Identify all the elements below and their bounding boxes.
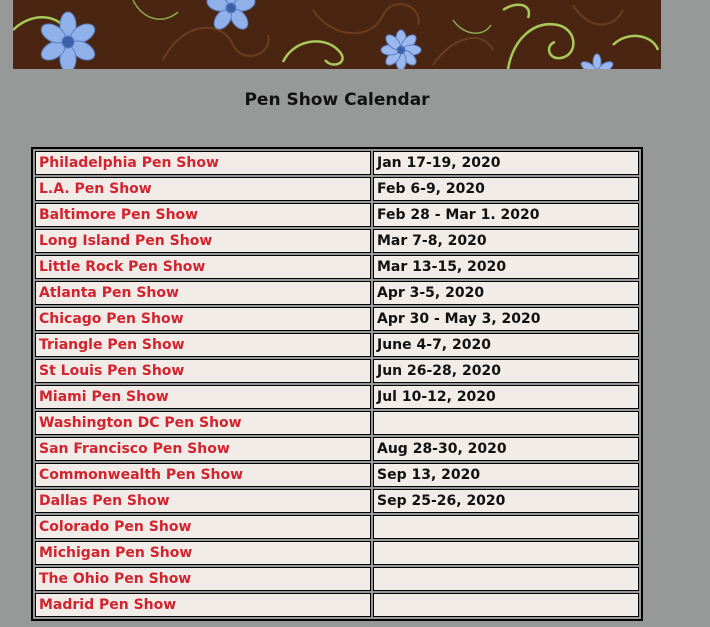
show-date xyxy=(373,411,639,435)
show-name-link[interactable]: Baltimore Pen Show xyxy=(35,203,371,227)
show-date: Apr 30 - May 3, 2020 xyxy=(373,307,639,331)
table-row xyxy=(35,437,639,461)
calendar-body xyxy=(35,151,639,617)
show-name-link[interactable]: Triangle Pen Show xyxy=(35,333,371,357)
show-name-link[interactable]: St Louis Pen Show xyxy=(35,359,371,383)
show-name-link[interactable]: Colorado Pen Show xyxy=(35,515,371,539)
show-name-link[interactable]: The Ohio Pen Show xyxy=(35,567,371,591)
table-row xyxy=(35,203,639,227)
show-date: Feb 28 - Mar 1. 2020 xyxy=(373,203,639,227)
table-row xyxy=(35,333,639,357)
table-row xyxy=(35,411,639,435)
table-row xyxy=(35,593,639,617)
table-row xyxy=(35,229,639,253)
show-name-link[interactable]: Washington DC Pen Show xyxy=(35,411,371,435)
show-date: Mar 7-8, 2020 xyxy=(373,229,639,253)
show-name-link[interactable]: Madrid Pen Show xyxy=(35,593,371,617)
table-row xyxy=(35,489,639,513)
show-date: Apr 3-5, 2020 xyxy=(373,281,639,305)
show-name-link[interactable]: Little Rock Pen Show xyxy=(35,255,371,279)
show-name-link[interactable]: Commonwealth Pen Show xyxy=(35,463,371,487)
show-name-link[interactable]: Long Island Pen Show xyxy=(35,229,371,253)
header-banner xyxy=(13,0,661,69)
page-title: Pen Show Calendar xyxy=(244,90,430,110)
show-name-link[interactable]: L.A. Pen Show xyxy=(35,177,371,201)
table-row xyxy=(35,177,639,201)
table-row xyxy=(35,515,639,539)
table-row xyxy=(35,151,639,175)
show-date: Feb 6-9, 2020 xyxy=(373,177,639,201)
show-date: Jan 17-19, 2020 xyxy=(373,151,639,175)
floral-banner-image xyxy=(13,0,661,69)
show-date xyxy=(373,593,639,617)
show-date: June 4-7, 2020 xyxy=(373,333,639,357)
table-row xyxy=(35,541,639,565)
table-row xyxy=(35,281,639,305)
show-name-link[interactable]: Chicago Pen Show xyxy=(35,307,371,331)
show-name-link[interactable]: Miami Pen Show xyxy=(35,385,371,409)
show-date: Mar 13-15, 2020 xyxy=(373,255,639,279)
show-name-link[interactable]: San Francisco Pen Show xyxy=(35,437,371,461)
table-row xyxy=(35,463,639,487)
flower-icon xyxy=(381,30,421,69)
table-row xyxy=(35,567,639,591)
table-row xyxy=(35,255,639,279)
show-date: Sep 25-26, 2020 xyxy=(373,489,639,513)
show-date xyxy=(373,515,639,539)
table-row xyxy=(35,307,639,331)
show-name-link[interactable]: Michigan Pen Show xyxy=(35,541,371,565)
table-row xyxy=(35,359,639,383)
show-date: Jun 26-28, 2020 xyxy=(373,359,639,383)
show-name-link[interactable]: Philadelphia Pen Show xyxy=(35,151,371,175)
show-date xyxy=(373,541,639,565)
show-date xyxy=(373,567,639,591)
show-date: Sep 13, 2020 xyxy=(373,463,639,487)
table-row xyxy=(35,385,639,409)
show-name-link[interactable]: Atlanta Pen Show xyxy=(35,281,371,305)
show-date: Aug 28-30, 2020 xyxy=(373,437,639,461)
show-name-link[interactable]: Dallas Pen Show xyxy=(35,489,371,513)
pen-show-calendar-table xyxy=(31,147,643,621)
show-date: Jul 10-12, 2020 xyxy=(373,385,639,409)
